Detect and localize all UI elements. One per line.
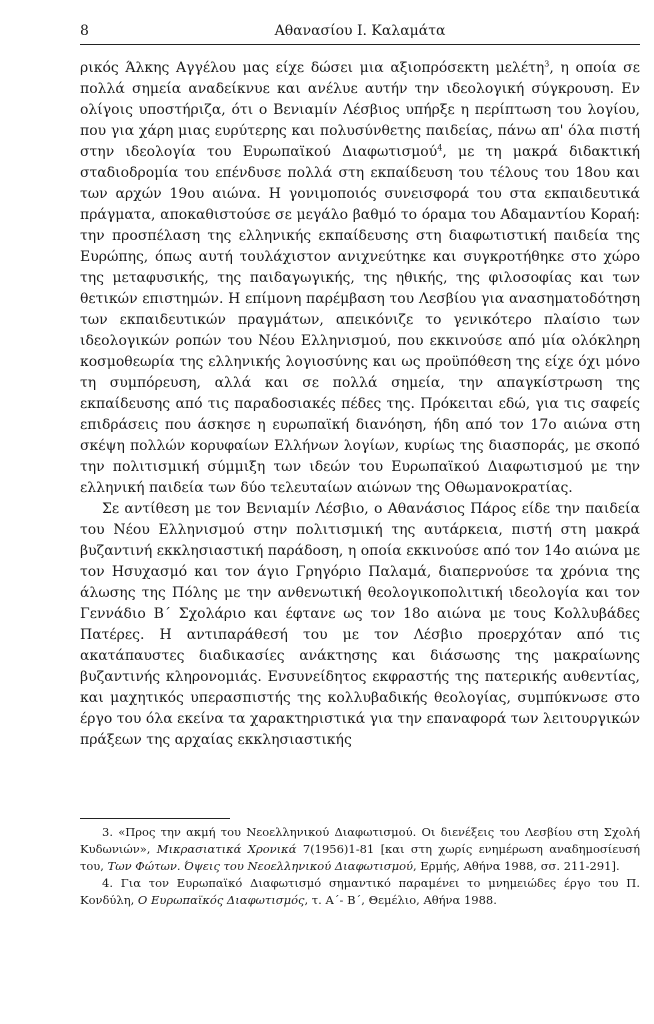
paragraph-1: [80, 58, 640, 499]
footnote-4-book-title: Ο Ευρωπαϊκός Διαφωτισμός: [137, 893, 305, 907]
footnote-4-part-c: , τ. Α΄- Β΄, Θεμέλιο, Αθήνα 1988.: [304, 893, 497, 907]
footnote-4: [80, 875, 640, 909]
footnote-3-part-c: 7(1956)1-81 [και στη χωρίς ενημέρωση αναδημοσίευσή του,: [80, 842, 640, 873]
paragraph-1-part-a: ρικός Άλκης Αγγέλου μας είχε δώσει μια αξιοπρόσεκτη μελέτη: [80, 60, 545, 76]
footnotes: [80, 824, 640, 909]
paragraph-2: Σε αντίθεση με τον Βενιαμίν Λέσβιο, ο Αθανάσιος Πάρος είδε την παιδεία του Νέου Ελληνισμού στην πολιτισμική της αυτάρκεια, πιστή στη μακρά βυζαντινή εκκλησιαστική παράδοση, η οποία εκκινούσε από τον 14ο αιώνα με τον Ησυχασμό και τον άγιο Γρηγόριο Παλαμά, διαπερνούσε τα χρόνια της άλωσης της Πόλης με την ανθενωτική θεολογικοπολιτική ιδεολογία και τον Γεννάδιο Β΄ Σχολάριο και έφτανε ως τον 18ο αιώνα με τους Κολλυβάδες Πατέρες. Η αντιπαράθεσή του με τον Λέσβιο προερχόταν από τις ακατάπαυστες διαδικασίες ανάκτησης και διάσωσης της μακραίωνης βυζαντινής κληρονομιάς. Ενσυνείδητος εκφραστής της πατερικής αυθεντίας, και μαχητικός υπερασπιστής της κολλυβαδικής θεολογίας, συμπύκνωσε στο έργο του όλα εκείνα τα χαρακτηριστικά για την επαναφορά των λειτουργικών πράξεων της αρχαίας εκκλησιαστικής: [80, 501, 640, 748]
page-header: [80, 22, 640, 40]
footnote-3-book-title: Των Φώτων. Όψεις του Νεοελληνικού Διαφωτισμού: [107, 859, 413, 873]
paragraph-1-part-c: , με τη μακρά διδακτική σταδιοδρομία του επένδυσε πολλά στη εκπαίδευση του τέλους του 18ου και των αρχών 19ου αιώνα. Η γονιμοποιός συνεισφορά του στα εκπαιδευτικά πράγματα, αποκαθιστούσε σε μεγάλο βαθμό το όραμα του Αδαμαντίου Κοραή: την προσπέλαση της ελληνικής εκπαίδευσης στη διαφωτιστική παιδεία της Ευρώπης, όπως αυτή τουλάχιστον ανιχνεύτηκε και συγκροτήθηκε στο χώρο της μεταφυσικής, της παιδαγωγικής, της ηθικής, της φιλοσοφίας και των θετικών επιστημών. Η επίμονη παρέμβαση του Λεσβίου για ανασηματοδότηση των εκπαιδευτικών πραγμάτων, απεικόνιζε το γενικότερο πλαίσιο των ιδεολογικών ροπών του Νέου Ελληνισμού, που εκκινούσε από μία ολόκληρη κοσμοθεωρία της ελληνικής λογιοσύνης και ως προϋπόθεση της είχε όχι μόνο τη συμπόρευση, αλλά και σε πολλά σημεία, την απαγκίστρωση της εκπαίδευσης από τις παραδοσιακές πέδες της. Πρόκειται εδώ, για τις σαφείς επιδράσεις που άσκησε η ευρωπαϊκή διανόηση, ήδη από τον 17ο αιώνα στη σκέψη πολλών κορυφαίων Ελλήνων λογίων, κυρίως της διασποράς, με σκοπό την πολιτισμική σύμμιξη των ιδεών του Ευρωπαϊκού Διαφωτισμού με την ελληνική παιδεία των δύο τελευταίων αιώνων της Οθωμανοκρατίας.: [80, 144, 640, 496]
footnote-3: [80, 824, 640, 875]
main-text: [80, 58, 640, 751]
page-number: 8: [80, 23, 89, 39]
footnote-3-part-a: 3. «Προς την ακμή του Νεοελληνικού Διαφωτισμού. Οι διενέξεις του Λεσβίου στη Σχολή Κυδωνιών»,: [80, 825, 640, 856]
footnote-4-part-a: 4. Για τον Ευρωπαϊκό Διαφωτισμό σημαντικό παραμένει το μνημειώδες έργο του Π. Κονδύλη,: [80, 876, 640, 907]
footnote-3-part-e: , Ερμής, Αθήνα 1988, σσ. 211-291].: [413, 859, 620, 873]
footnote-3-journal: Μικρασιατικά Χρονικά: [156, 842, 297, 856]
paragraph-1-part-b: , η οποία σε πολλά σημεία αναδείκνυε και ανέλυε αυτήν την ιδεολογική σύγκρουση. Εν ολίγοις υποστήριζα, ότι ο Βενιαμίν Λέσβιος υπήρξε η περίπτωση του λογίου, που για χάρη μιας ευρύτερης και πολυσύνθετης παιδείας, πάνω απ' όλα πιστή στην ιδεολογία του Ευρωπαϊκού Διαφωτισμού: [80, 60, 640, 160]
running-head: Αθανασίου Ι. Καλαμάτα: [274, 23, 446, 39]
footnote-rule: [80, 818, 230, 819]
footnote-ref-4: 4: [437, 143, 443, 153]
header-rule: [80, 44, 640, 45]
footnote-ref-3: 3: [544, 59, 550, 69]
